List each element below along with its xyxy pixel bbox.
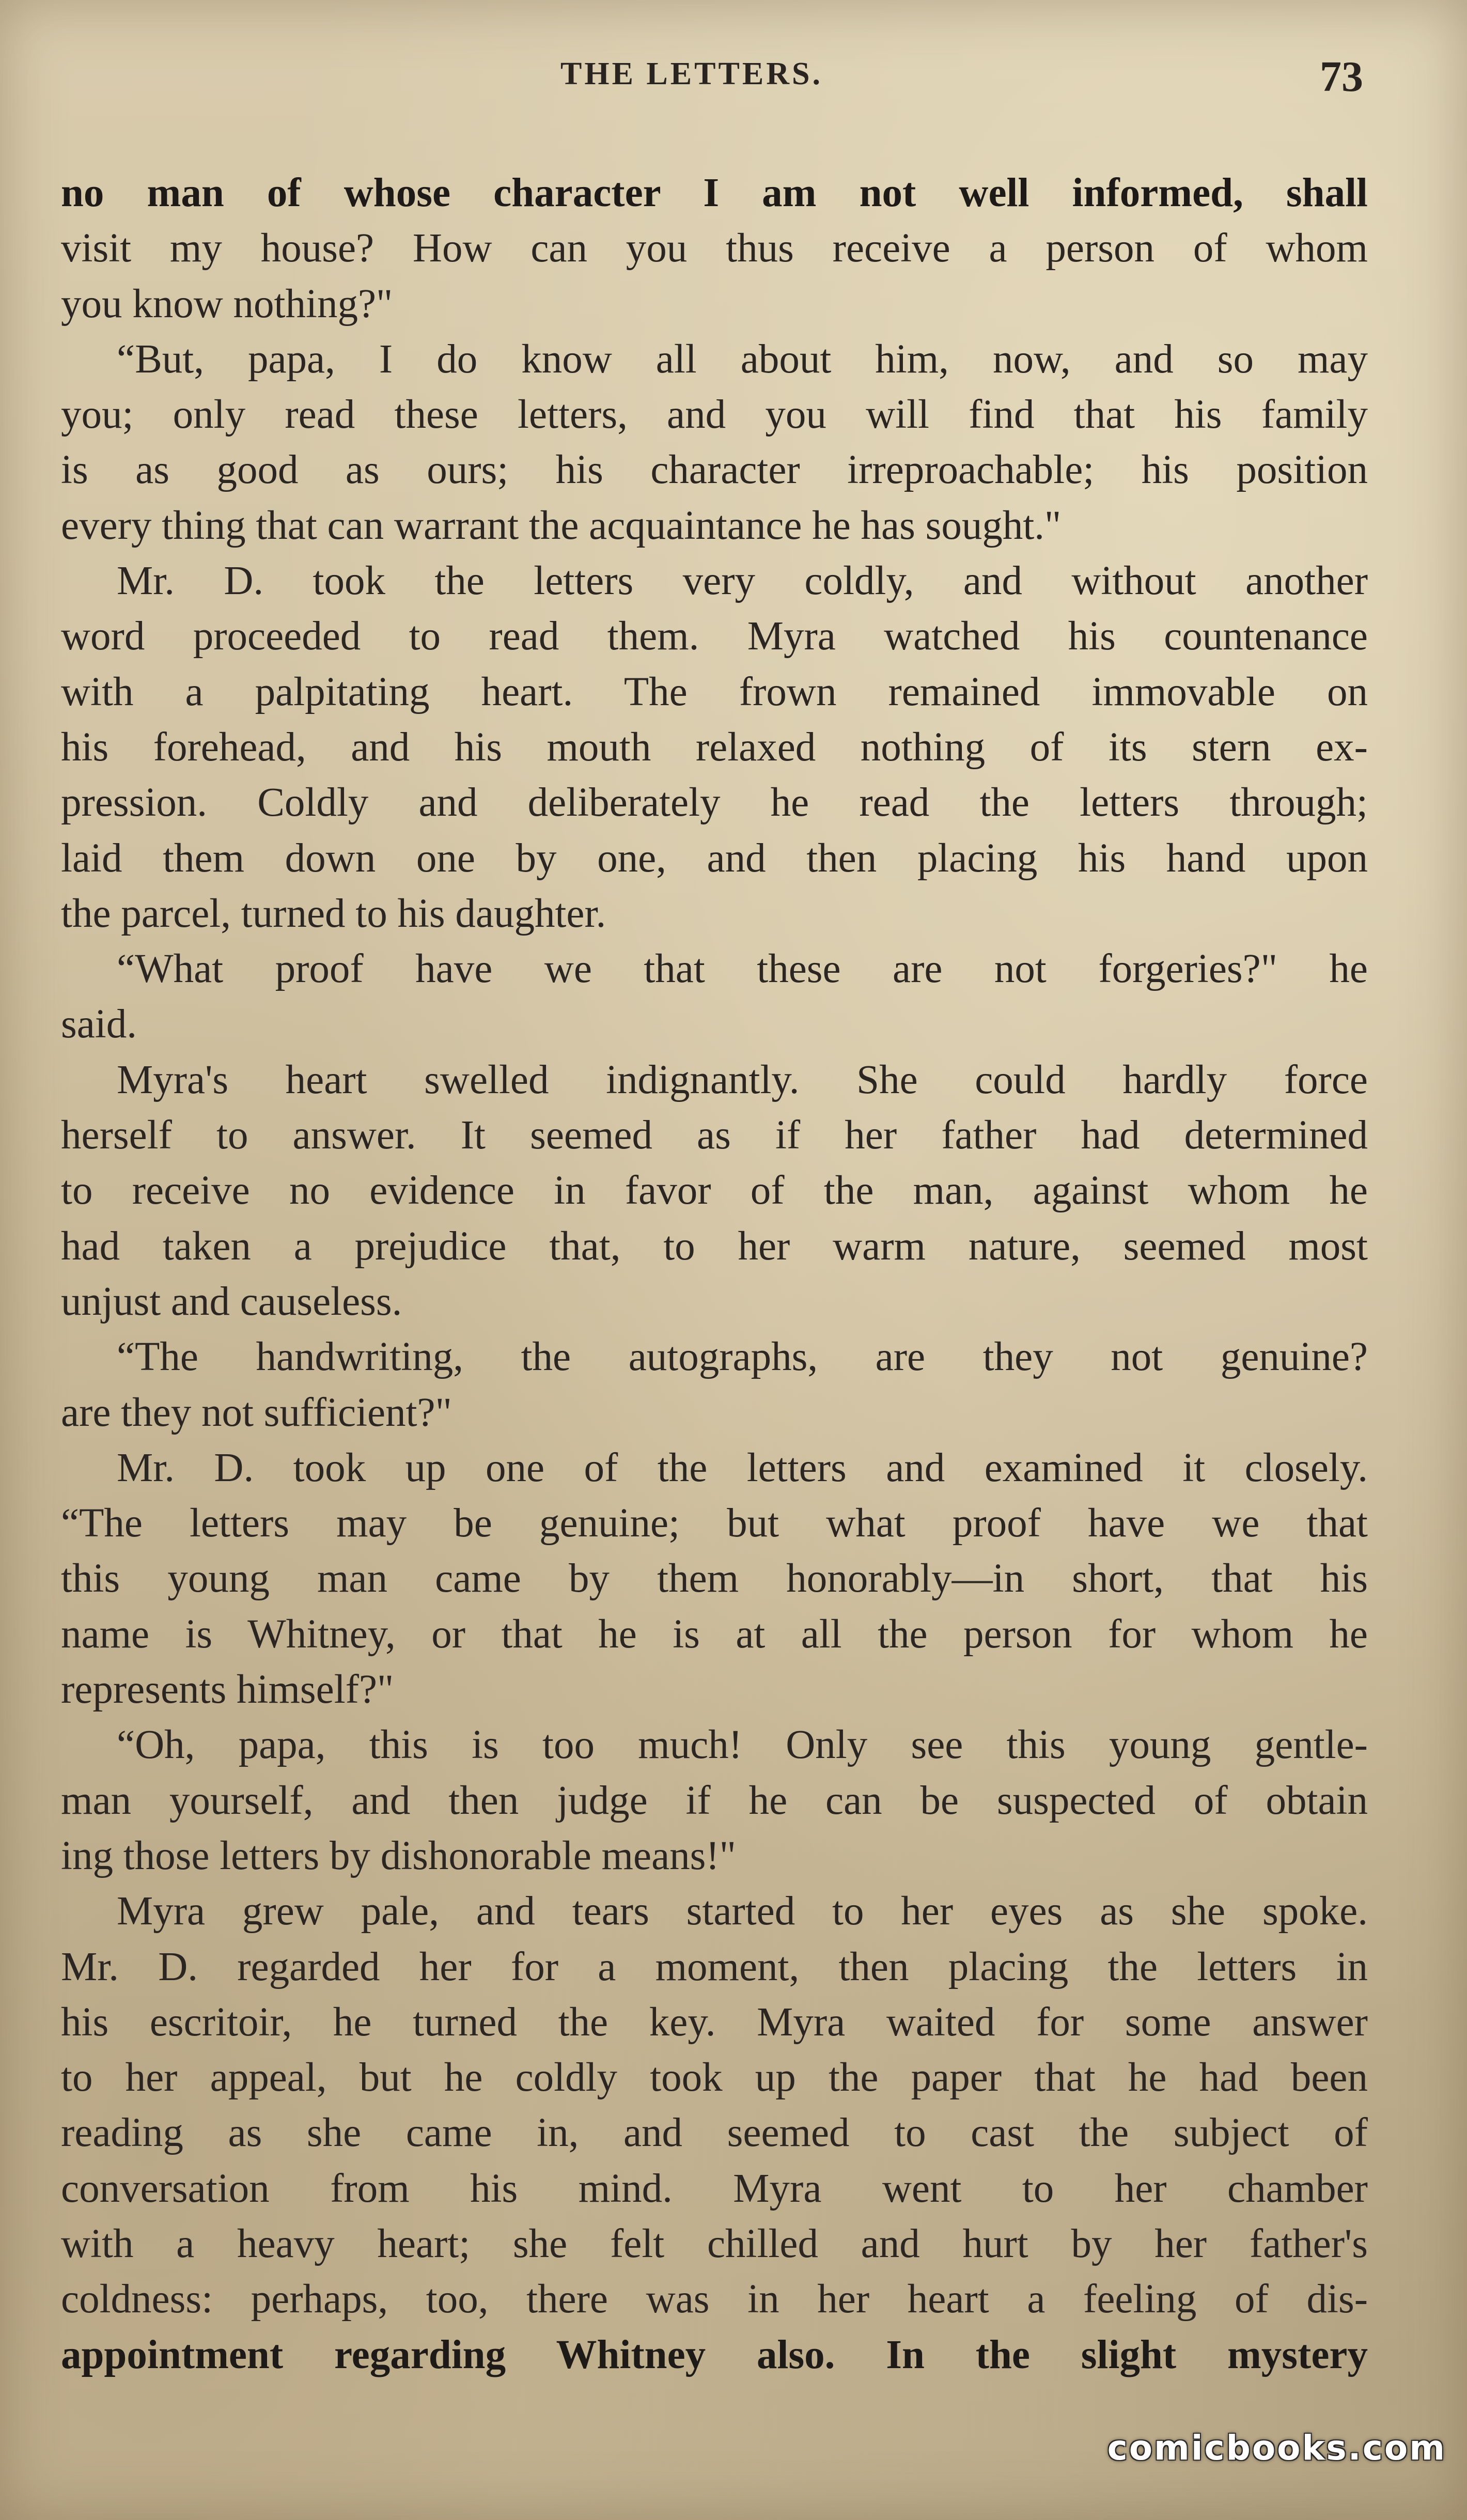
text-line: appointment regarding Whitney also. In the slight mystery — [61, 2332, 1368, 2377]
text-line: coldness: perhaps, too, there was in her heart a feeling of dis- — [61, 2277, 1368, 2322]
text-line: with a heavy heart; she felt chilled and hurt by her father's — [61, 2221, 1368, 2266]
text-line: visit my house? How can you thus receive a person of whom — [61, 226, 1368, 271]
page-number: 73 — [1320, 53, 1363, 101]
text-line: herself to answer. It seemed as if her father had determined — [61, 1113, 1368, 1158]
text-line: laid them down one by one, and then placing his hand upon — [61, 835, 1368, 881]
text-line: you; only read these letters, and you will find that his family — [61, 392, 1368, 438]
text-line: “The handwriting, the autographs, are they not genuine? — [117, 1334, 1368, 1380]
text-line: reading as she came in, and seemed to cast the subject of — [61, 2110, 1368, 2156]
text-line: “The letters may be genuine; but what proof have we that — [61, 1501, 1368, 1546]
running-title: THE LETTERS. — [560, 56, 823, 91]
text-line: Myra grew pale, and tears started to her eyes as she spoke. — [117, 1889, 1368, 1934]
text-line: this young man came by them honorably—in short, that his — [61, 1556, 1368, 1601]
running-header — [0, 52, 1467, 101]
text-line: “But, papa, I do know all about him, now, and so may — [117, 336, 1368, 382]
text-line: man yourself, and then judge if he can be suspected of obtain — [61, 1778, 1368, 1823]
text-line: to her appeal, but he coldly took up the paper that he had been — [61, 2055, 1368, 2101]
text-line: pression. Coldly and deliberately he read the letters through; — [61, 780, 1368, 826]
watermark: comicbooks.com — [1107, 2428, 1446, 2468]
text-line: “Oh, papa, this is too much! Only see this young gentle- — [117, 1722, 1368, 1768]
text-line: conversation from his mind. Myra went to her chamber — [61, 2166, 1368, 2211]
text-line: his escritoir, he turned the key. Myra waited for some answer — [61, 1999, 1368, 2045]
text-line: you know nothing?" — [61, 281, 393, 326]
text-line: Mr. D. regarded her for a moment, then placing the letters in — [61, 1944, 1368, 1989]
text-line: every thing that can warrant the acquaintance he has sought." — [61, 503, 1062, 548]
text-line: is as good as ours; his character irreproachable; his position — [61, 447, 1368, 493]
text-line: represents himself?" — [61, 1667, 394, 1713]
text-line: ing those letters by dishonorable means!" — [61, 1833, 736, 1878]
text-line: Mr. D. took up one of the letters and examined it closely. — [117, 1445, 1368, 1490]
text-line: his forehead, and his mouth relaxed nothing of its stern ex- — [61, 724, 1368, 770]
text-line: unjust and causeless. — [61, 1279, 402, 1324]
text-line: with a palpitating heart. The frown remained immovable on — [61, 669, 1368, 714]
text-line: had taken a prejudice that, to her warm nature, seemed most — [61, 1223, 1368, 1269]
text-line: name is Whitney, or that he is at all the person for whom he — [61, 1611, 1368, 1657]
text-line: the parcel, turned to his daughter. — [61, 891, 606, 936]
text-line: to receive no evidence in favor of the man, against whom he — [61, 1168, 1368, 1214]
text-line: said. — [61, 1002, 137, 1047]
text-line: no man of whose character I am not well informed, shall — [61, 170, 1368, 215]
body-text — [61, 165, 1368, 2397]
text-line: are they not sufficient?" — [61, 1390, 452, 1435]
text-line: word proceeded to read them. Myra watched his countenance — [61, 614, 1368, 659]
text-line: Myra's heart swelled indignantly. She could hardly force — [117, 1057, 1368, 1102]
text-line: “What proof have we that these are not forgeries?" he — [117, 946, 1368, 992]
text-line: Mr. D. took the letters very coldly, and without another — [117, 558, 1368, 604]
